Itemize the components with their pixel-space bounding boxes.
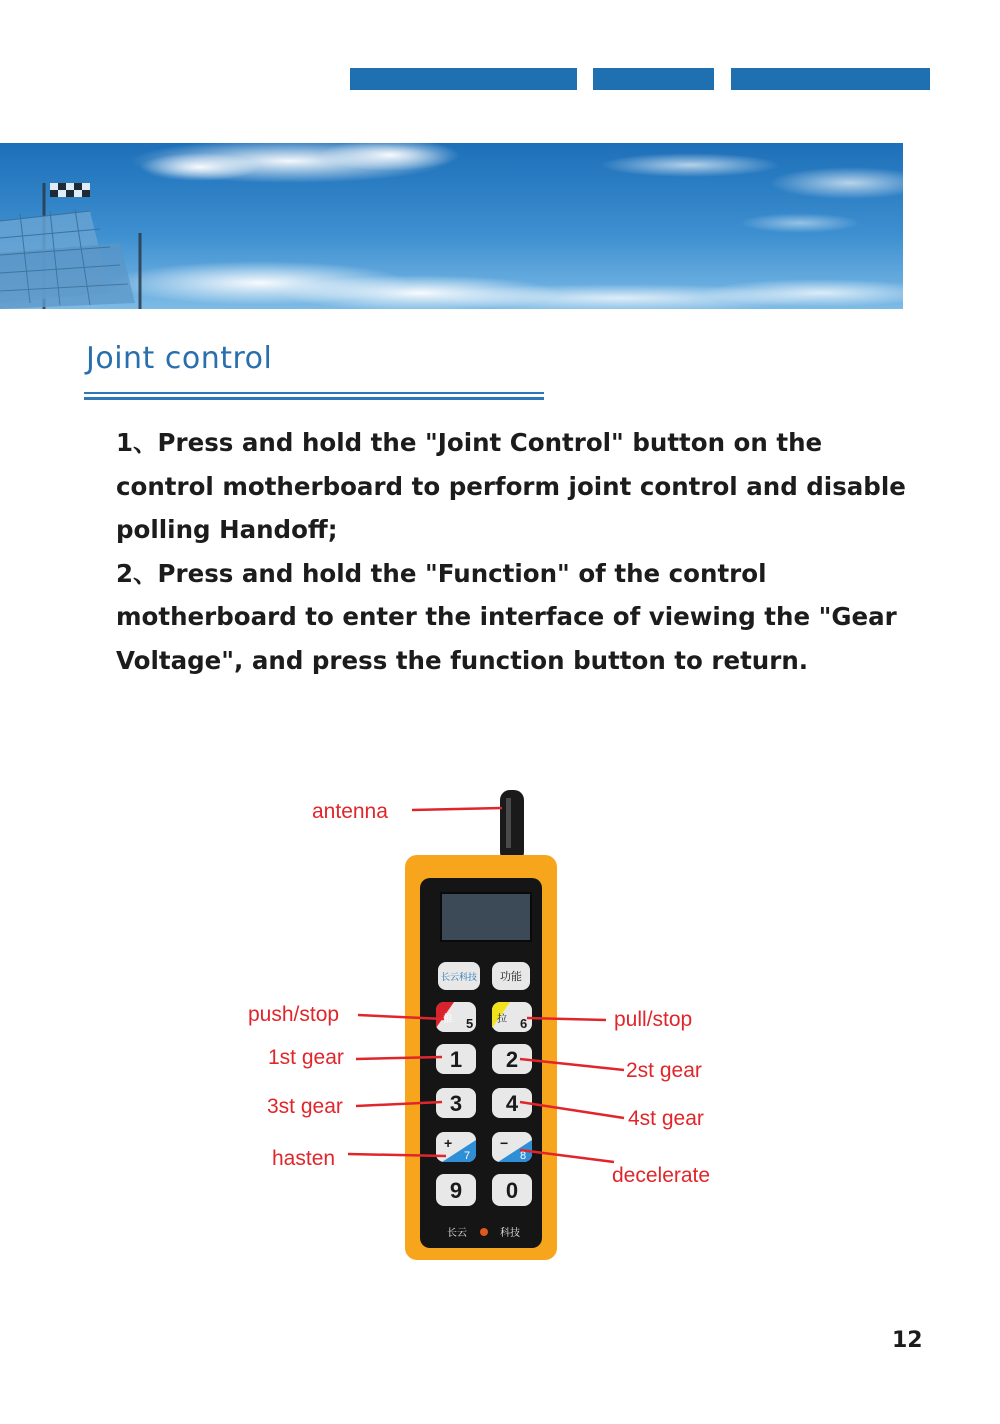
svg-text:1: 1 <box>449 1047 463 1072</box>
remote-control-figure <box>230 770 750 1280</box>
function-key-text: 功能 <box>500 971 522 983</box>
header-bar-1 <box>350 68 577 90</box>
label-antenna: antenna <box>312 800 388 823</box>
svg-text:8: 8 <box>520 1150 527 1162</box>
remote-control-diagram <box>230 770 750 1280</box>
section-title: Joint control <box>86 341 273 376</box>
function-key <box>492 962 530 990</box>
svg-text:3: 3 <box>449 1091 463 1116</box>
push-key <box>436 1002 476 1032</box>
push-key-glyph: 推 <box>443 1014 453 1025</box>
label-decelerate: decelerate <box>612 1164 711 1187</box>
label-1st-gear: 1st gear <box>268 1046 344 1069</box>
title-underline-thick <box>84 397 544 400</box>
logo-key <box>438 962 480 990</box>
antenna-icon <box>500 790 524 862</box>
label-2st-gear: 2st gear <box>626 1059 702 1082</box>
label-pull-stop: pull/stop <box>614 1008 693 1031</box>
brand-left: 长云 <box>447 1228 467 1239</box>
title-underline <box>84 392 544 394</box>
svg-text:7: 7 <box>464 1150 471 1162</box>
power-led <box>480 1228 488 1236</box>
key-9 <box>436 1174 476 1206</box>
svg-text:+: + <box>444 1135 453 1151</box>
key-0 <box>492 1174 532 1206</box>
logo-key-text: 长云科技 <box>440 972 478 982</box>
push-key-number: 5 <box>466 1016 474 1031</box>
pull-key-number: 6 <box>520 1016 528 1031</box>
instructions <box>116 421 916 683</box>
sky-banner <box>0 143 903 309</box>
label-4st-gear: 4st gear <box>628 1107 704 1130</box>
lcd-display <box>441 893 531 941</box>
sky-banner-image <box>0 143 903 309</box>
svg-text:4: 4 <box>505 1091 519 1116</box>
svg-text:2: 2 <box>505 1047 519 1072</box>
svg-text:−: − <box>500 1135 509 1151</box>
pull-key-glyph: 拉 <box>497 1014 507 1025</box>
svg-text:0: 0 <box>505 1178 519 1203</box>
label-push-stop: push/stop <box>248 1003 340 1026</box>
key-minus <box>492 1132 532 1162</box>
label-3st-gear: 3st gear <box>267 1095 343 1118</box>
instruction-1: 1、Press and hold the "Joint Control" button on the control motherboard to perform joint control and disable polling Handoff; <box>116 428 906 545</box>
header-bar-3 <box>731 68 930 90</box>
pull-key <box>492 1002 532 1032</box>
svg-text:9: 9 <box>449 1178 463 1203</box>
key-1 <box>436 1044 476 1074</box>
instruction-2: 2、Press and hold the "Function" of the control motherboard to enter the interface of viewing the "Gear Voltage", and press the function button to return. <box>116 558 897 675</box>
page-number: 12 <box>892 1328 923 1353</box>
key-plus <box>436 1132 476 1162</box>
header-bar-2 <box>593 68 714 90</box>
brand-right: 科技 <box>500 1228 520 1239</box>
label-hasten: hasten <box>272 1147 336 1170</box>
